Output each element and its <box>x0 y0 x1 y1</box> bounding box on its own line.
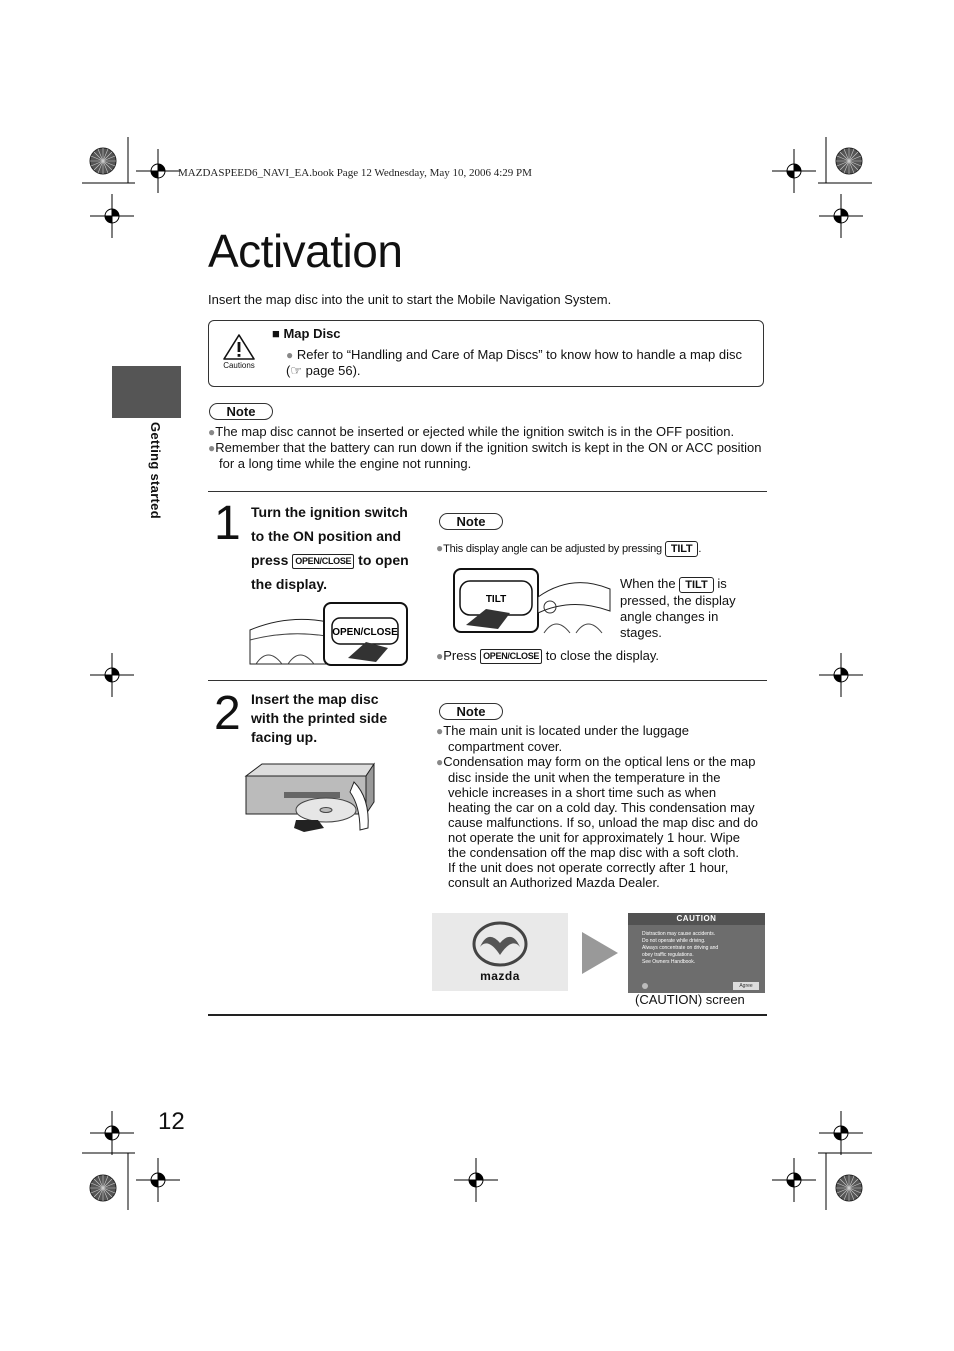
caution-screen-message: Distraction may cause accidents. Do not operate while driving. Always concentrate on driving and obey traffic regulations. See Owners Handbook. <box>642 931 719 965</box>
print-header: MAZDASPEED6_NAVI_EA.book Page 12 Wednesday, May 10, 2006 4:29 PM <box>178 167 532 179</box>
mazda-splash-screen <box>432 913 568 991</box>
bullet-icon: ● <box>436 755 444 769</box>
caution-screen-caption: (CAUTION) screen <box>635 992 745 1007</box>
intro-text: Insert the map disc into the unit to start the Mobile Navigation System. <box>208 292 612 307</box>
arrow-right-icon <box>581 931 619 975</box>
note-badge: Note <box>439 513 503 530</box>
note-item: ●The map disc cannot be inserted or ejected while the ignition switch is in the OFF position. <box>208 424 735 439</box>
illustration-tilt-label: TILT <box>485 594 507 605</box>
divider <box>208 680 767 681</box>
disc-insert-illustration <box>244 762 380 834</box>
caution-screen-title: CAUTION <box>628 913 765 925</box>
caution-screen <box>628 913 765 993</box>
agree-button[interactable]: Agree <box>733 982 759 990</box>
caution-icon <box>222 333 256 371</box>
step-instruction: Insert the map disc with the printed side facing up. <box>251 691 388 745</box>
tilt-illustration <box>452 567 612 635</box>
tilt-note: ●This display angle can be adjusted by pressing TILT . <box>436 541 702 556</box>
bullet-icon: ● <box>436 541 444 555</box>
note-list <box>208 424 768 471</box>
open-close-illustration <box>248 600 410 668</box>
tilt-key-icon: TILT <box>665 541 699 557</box>
bottom-divider <box>208 1014 767 1016</box>
mazda-wordmark: mazda <box>480 969 520 983</box>
bullet-icon: ● <box>436 649 444 663</box>
note-item: ●Condensation may form on the optical lens or the map disc inside the unit when the temperature in the vehicle increases in a short time such as when heating the car on a cold day. This condensation may cause malfunctions. If so, unload the map disc and do not operate the unit for approximately 1 hour. Wipe the condensation off the map disc with a soft cloth. <box>436 754 759 860</box>
note-badge: Note <box>209 403 273 420</box>
divider <box>208 491 767 492</box>
bullet-icon: ● <box>208 425 216 439</box>
tilt-description: When the TILT is pressed, the display angle changes in stages. <box>620 576 736 640</box>
step-number: 1 <box>214 497 241 550</box>
note-extra: If the unit does not operate correctly after 1 hour, consult an Authorized Mazda Dealer. <box>448 860 729 890</box>
status-dot-icon <box>642 983 648 989</box>
caution-text-before: Refer to “Handling and Care of Map Discs” to know how to handle a map disc ( <box>286 347 742 378</box>
open-close-key-icon: OPEN/CLOSE <box>480 649 542 664</box>
section-label: Getting started <box>148 422 163 519</box>
step-instruction: Turn the ignition switch to the ON position and press OPEN/CLOSE to open the display. <box>251 504 409 592</box>
bullet-icon: ● <box>436 724 444 738</box>
page-title: Activation <box>208 225 403 277</box>
note-item: ●The main unit is located under the luggage compartment cover. <box>436 723 689 754</box>
press-close-note: ●Press OPEN/CLOSE to close the display. <box>436 648 659 663</box>
step-number: 2 <box>214 687 241 740</box>
bullet-icon: ● <box>286 348 294 362</box>
reference-hand-icon: ☞ <box>290 363 302 378</box>
page-number: 12 <box>158 1108 185 1135</box>
mazda-logo-icon <box>472 921 528 967</box>
section-tab <box>112 366 181 418</box>
open-close-key-icon: OPEN/CLOSE <box>292 554 354 569</box>
caution-text <box>286 347 748 379</box>
note-badge: Note <box>439 703 503 720</box>
caution-title: ■ Map Disc <box>272 326 341 341</box>
bullet-icon: ● <box>208 441 216 455</box>
caution-label: Cautions <box>223 361 255 370</box>
caution-text-after: page 56). <box>302 363 361 378</box>
tilt-key-icon: TILT <box>679 577 713 593</box>
illustration-key-label: OPEN/CLOSE <box>332 627 398 638</box>
note-list <box>436 723 761 890</box>
note-item: ●Remember that the battery can run down if the ignition switch is kept in the ON or ACC position for a long time while the engine not running. <box>208 440 762 471</box>
